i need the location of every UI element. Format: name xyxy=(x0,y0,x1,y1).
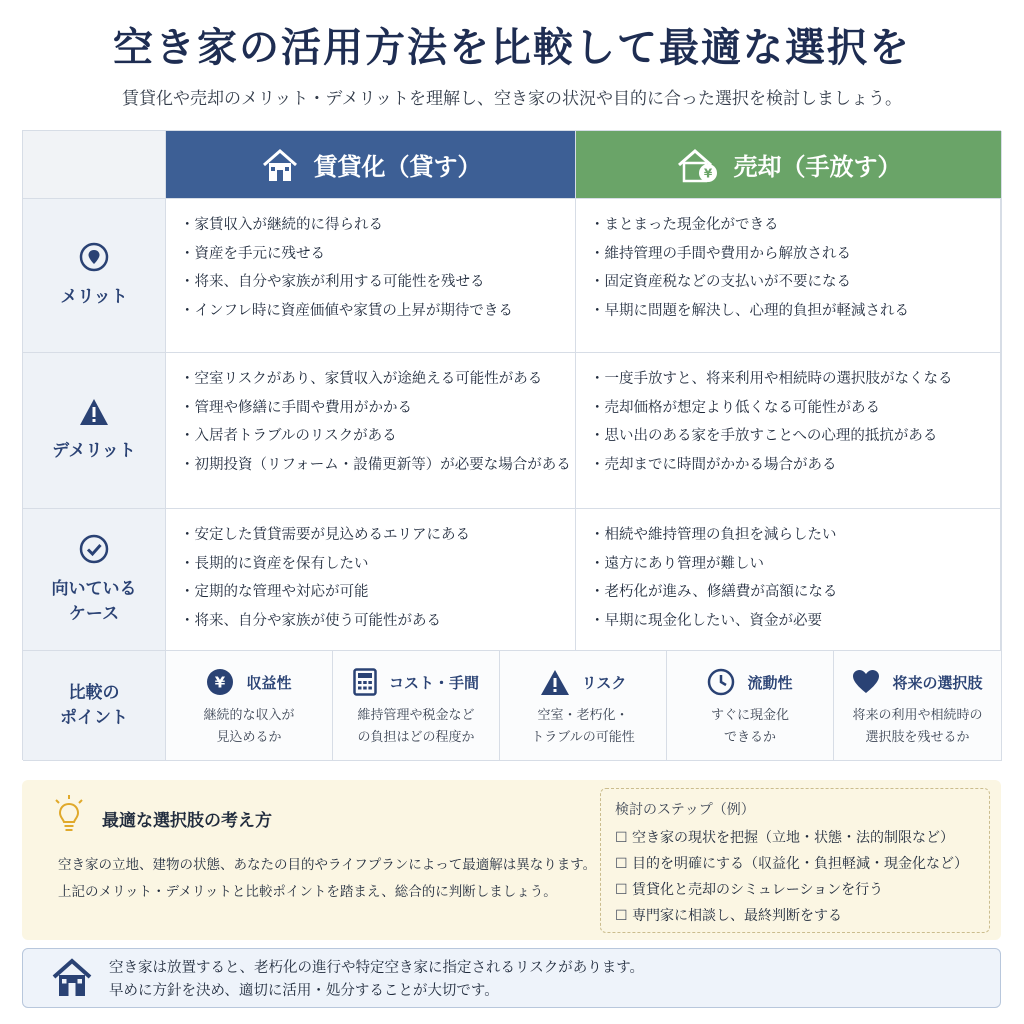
point-risk: リスク 空室・老朽化・ トラブルの可能性 xyxy=(500,651,667,760)
list-item: ・ 入居者トラブルのリスクがある xyxy=(180,422,575,451)
column-header-sell xyxy=(576,131,1002,199)
list-item: ・ 早期に現金化したい、資金が必要 xyxy=(590,607,1001,636)
location-pin-icon xyxy=(78,241,110,273)
row-label-merit-text: メリット xyxy=(60,287,128,308)
svg-text:¥: ¥ xyxy=(215,673,226,692)
list-item: ・ 家賃収入が継続的に得られる xyxy=(180,211,575,240)
list-item: ・ 資産を手元に残せる xyxy=(180,240,575,269)
warning-icon xyxy=(78,397,110,427)
list-item: ・ 空室リスクがあり、家賃収入が途絶える可能性がある xyxy=(180,365,575,394)
advice-title: 最適な選択肢の考え方 xyxy=(102,811,272,831)
svg-text:¥: ¥ xyxy=(703,166,712,180)
list-item: ・ 定期的な管理や対応が可能 xyxy=(180,578,575,607)
house-yen-icon xyxy=(676,147,720,183)
cell-demerit-sell xyxy=(576,353,1002,509)
comparison-table xyxy=(22,130,1001,760)
list-item: ・ 売却までに時間がかかる場合がある xyxy=(590,451,1001,480)
column-header-sell-label: 売却（手放す） xyxy=(733,153,902,181)
list-item: ・ 長期的に資産を保有したい xyxy=(180,550,575,579)
steps-box xyxy=(600,788,990,933)
list-item: ・ まとまった現金化ができる xyxy=(590,211,1001,240)
list-item: ・ 固定資産税などの支払いが不要になる xyxy=(590,268,1001,297)
row-label-comparison-text: 比較の ポイント xyxy=(60,682,128,728)
table-corner xyxy=(23,131,166,199)
heart-icon xyxy=(852,669,880,695)
house-icon xyxy=(260,147,300,183)
point-profitability: ¥ 収益性 継続的な収入が 見込めるか xyxy=(166,651,333,760)
warning-icon xyxy=(540,669,570,696)
column-header-rent xyxy=(166,131,576,199)
cell-merit-sell xyxy=(576,199,1002,353)
cell-suitable-rent xyxy=(166,509,576,651)
list-item: ・ 思い出のある家を手放すことへの心理的抵抗がある xyxy=(590,422,1001,451)
list-item: ・ 一度手放すと、将来利用や相続時の選択肢がなくなる xyxy=(590,365,1001,394)
page-subtitle: 賃貸化や売却のメリット・デメリットを理解し、空き家の状況や目的に合った選択を検討しましょう。 xyxy=(122,89,902,109)
list-item: ・ 初期投資（リフォーム・設備更新等）が必要な場合がある xyxy=(180,451,575,480)
page-title: 空き家の活用方法を比較して最適な選択を xyxy=(113,24,911,71)
row-label-merit xyxy=(23,199,166,353)
step-item: ☐ 専門家に相談し、最終判断をする xyxy=(615,903,975,929)
point-future: 将来の選択肢 将来の利用や相続時の 選択肢を残せるか xyxy=(834,651,1001,760)
row-label-suitable-text: 向いている ケース xyxy=(51,578,137,624)
row-label-suitable xyxy=(23,509,166,651)
list-item: ・ 安定した賃貸需要が見込めるエリアにある xyxy=(180,521,575,550)
notice-banner xyxy=(22,948,1001,1008)
notice-text: 空き家は放置すると、老朽化の進行や特定空き家に指定されるリスクがあります。 早めに方針を決め、適切に活用・処分することが大切です。 xyxy=(109,960,645,999)
column-header-rent-label: 賃貸化（貸す） xyxy=(313,153,482,181)
point-cost: コスト・手間 維持管理や税金など の負担はどの程度か xyxy=(333,651,500,760)
list-item: ・ 管理や修繕に手間や費用がかかる xyxy=(180,394,575,423)
calculator-icon xyxy=(353,668,377,696)
point-liquidity: 流動性 すぐに現金化 できるか xyxy=(667,651,834,760)
steps-title: 検討のステップ（例） xyxy=(615,802,755,818)
list-item: ・ 早期に問題を解決し、心理的負担が軽減される xyxy=(590,297,1001,326)
step-item: ☐ 空き家の現状を把握（立地・状態・法的制限など） xyxy=(615,825,975,851)
check-circle-icon xyxy=(78,533,110,565)
list-item: ・ 遠方にあり管理が難しい xyxy=(590,550,1001,579)
row-label-demerit-text: デメリット xyxy=(52,441,136,462)
cell-merit-rent xyxy=(166,199,576,353)
row-label-demerit xyxy=(23,353,166,509)
list-item: ・ 将来、自分や家族が使う可能性がある xyxy=(180,607,575,636)
list-item: ・ 将来、自分や家族が利用する可能性を残せる xyxy=(180,268,575,297)
step-item: ☐ 賃貸化と売却のシミュレーションを行う xyxy=(615,877,975,903)
list-item: ・ 維持管理の手間や費用から解放される xyxy=(590,240,1001,269)
yen-icon xyxy=(206,668,234,696)
advice-text: 空き家の立地、建物の状態、あなたの目的やライフプランによって最適解は異なります。 上記のメリット・デメリットと比較ポイントを踏まえ、総合的に判断しましょう。 xyxy=(58,857,597,900)
clock-icon xyxy=(707,668,735,696)
advice-panel xyxy=(22,780,1001,940)
step-item: ☐ 目的を明確にする（収益化・負担軽減・現金化など） xyxy=(615,851,975,877)
cell-demerit-rent xyxy=(166,353,576,509)
list-item: ・ インフレ時に資産価値や家賃の上昇が期待できる xyxy=(180,297,575,326)
lightbulb-icon xyxy=(52,794,86,838)
list-item: ・ 相続や維持管理の負担を減らしたい xyxy=(590,521,1001,550)
row-label-comparison xyxy=(23,651,166,761)
list-item: ・ 売却価格が想定より低くなる可能性がある xyxy=(590,394,1001,423)
comparison-points xyxy=(166,651,1002,761)
house-icon xyxy=(51,957,93,999)
list-item: ・ 老朽化が進み、修繕費が高額になる xyxy=(590,578,1001,607)
cell-suitable-sell xyxy=(576,509,1002,651)
